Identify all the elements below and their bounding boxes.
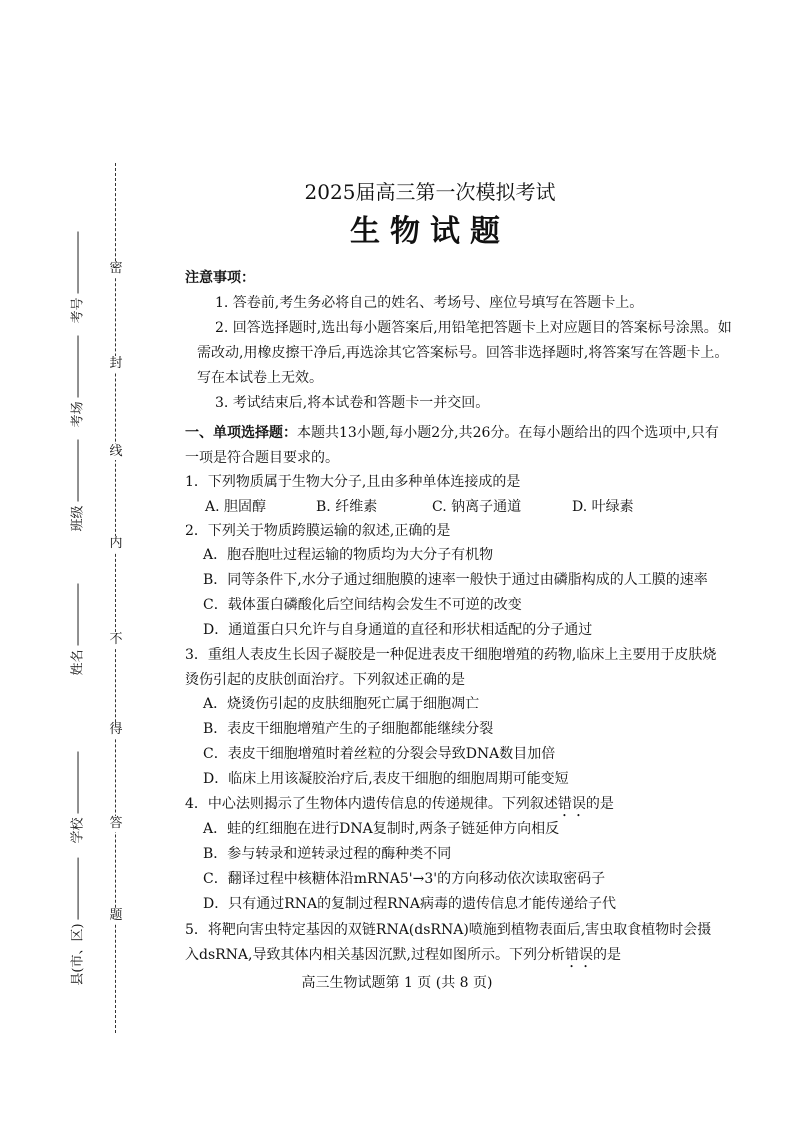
question-stem: 3．重组人表皮生长因子凝胶是一种促进表皮干细胞增殖的药物,临床上主要用于皮肤烧烫伤引起的皮肤创面治疗。下列叙述正确的是	[185, 647, 717, 688]
field-label: 班级	[70, 505, 86, 532]
option: C. 钠离子通道	[432, 499, 522, 515]
seal-char: 线	[109, 444, 123, 459]
field-label: 县(市、区)	[70, 923, 86, 986]
field-exam-number[interactable]	[67, 231, 86, 323]
binding-dashed-line	[115, 163, 116, 1033]
option: C．载体蛋白磷酸化后空间结构会发生不可逆的改变	[203, 597, 522, 613]
emphasis-mark: 错误	[564, 947, 593, 963]
field-label: 考号	[70, 297, 86, 324]
field-school[interactable]	[67, 751, 86, 843]
option: D．只有通过RNA的复制过程RNA病毒的遗传信息才能传递给子代	[203, 896, 617, 912]
exam-title: 2025届高三第一次模拟考试	[304, 180, 556, 204]
question-stem: 2．下列关于物质跨膜运输的叙述,正确的是	[185, 523, 451, 539]
page-footer: 高三生物试题第 1 页 (共 8 页)	[301, 975, 493, 991]
section-heading: 一、单项选择题：本题共13小题,每小题2分,共26分。在每小题给出的四个选项中,只有一项是符合题目要求的。	[185, 425, 719, 466]
option: C．表皮干细胞增殖时着丝粒的分裂会导致DNA数目加倍	[203, 746, 556, 762]
field-name[interactable]	[67, 583, 86, 675]
option: A．烧烫伤引起的皮肤细胞死亡属于细胞凋亡	[203, 696, 480, 712]
notice-item: 1. 答卷前,考生务必将自己的姓名、考场号、座位号填写在答题卡上。	[215, 295, 644, 311]
question-stem: 4．中心法则揭示了生物体内遗传信息的传递规律。下列叙述错误的是	[185, 796, 614, 812]
seal-char: 封	[109, 356, 123, 371]
seal-char: 得	[109, 722, 123, 737]
option: A. 胆固醇	[205, 499, 267, 515]
seal-char: 密	[109, 261, 123, 276]
field-class[interactable]	[67, 439, 86, 531]
field-exam-room[interactable]	[67, 335, 86, 427]
seal-char: 答	[109, 816, 123, 831]
question-stem: 1．下列物质属于生物大分子,且由多种单体连接成的是	[185, 474, 521, 490]
notice-item: 2. 回答选择题时,选出每小题答案后,用铅笔把答题卡上对应题目的答案标号涂黑。如需改动,用橡皮擦干净后,再选涂其它答案标号。回答非选择题时,将答案写在答题卡上。写在本试卷上无效。	[197, 320, 732, 386]
option: B．同等条件下,水分子通过细胞膜的速率一般快于通过由磷脂构成的人工膜的速率	[203, 572, 708, 588]
field-label: 考场	[70, 401, 86, 428]
fill-line	[78, 439, 79, 501]
option: B. 纤维素	[316, 499, 378, 515]
option: A．胞吞胞吐过程运输的物质均为大分子有机物	[203, 547, 494, 563]
option: C．翻译过程中核糖体沿mRNA5'→3'的方向移动依次读取密码子	[203, 871, 606, 887]
option: D．临床上用该凝胶治疗后,表皮干细胞的细胞周期可能变短	[203, 771, 569, 787]
fill-line	[78, 751, 79, 813]
notice-item: 3. 考试结束后,将本试卷和答题卡一并交回。	[215, 395, 490, 411]
seal-char: 内	[109, 536, 123, 551]
field-county[interactable]	[67, 857, 86, 985]
fill-line	[78, 857, 79, 919]
notice-heading: 注意事项：	[185, 270, 255, 286]
option: D. 叶绿素	[572, 499, 634, 515]
option: D．通道蛋白只允许与自身通道的直径和形状相适配的分子通过	[203, 622, 593, 638]
seal-char: 不	[109, 632, 123, 647]
subject-title: 生物试题	[350, 214, 510, 249]
question-stem: 5．将靶向害虫特定基因的双链RNA(dsRNA)喷施到植物表面后,害虫取食植物时会摄入dsRNA,导致其体内相关基因沉默,过程如图所示。下列分析错误的是	[185, 922, 712, 963]
emphasis-mark: 错误	[557, 796, 586, 812]
option: A．蛙的红细胞在进行DNA复制时,两条子链延伸方向相反	[203, 821, 560, 837]
option: B．参与转录和逆转录过程的酶种类不同	[203, 846, 452, 862]
fill-line	[78, 583, 79, 645]
field-label: 姓名	[70, 649, 86, 676]
option: B．表皮干细胞增殖产生的子细胞都能继续分裂	[203, 721, 494, 737]
fill-line	[78, 231, 79, 293]
field-label: 学校	[70, 817, 86, 844]
fill-line	[78, 335, 79, 397]
seal-char: 题	[109, 908, 123, 923]
